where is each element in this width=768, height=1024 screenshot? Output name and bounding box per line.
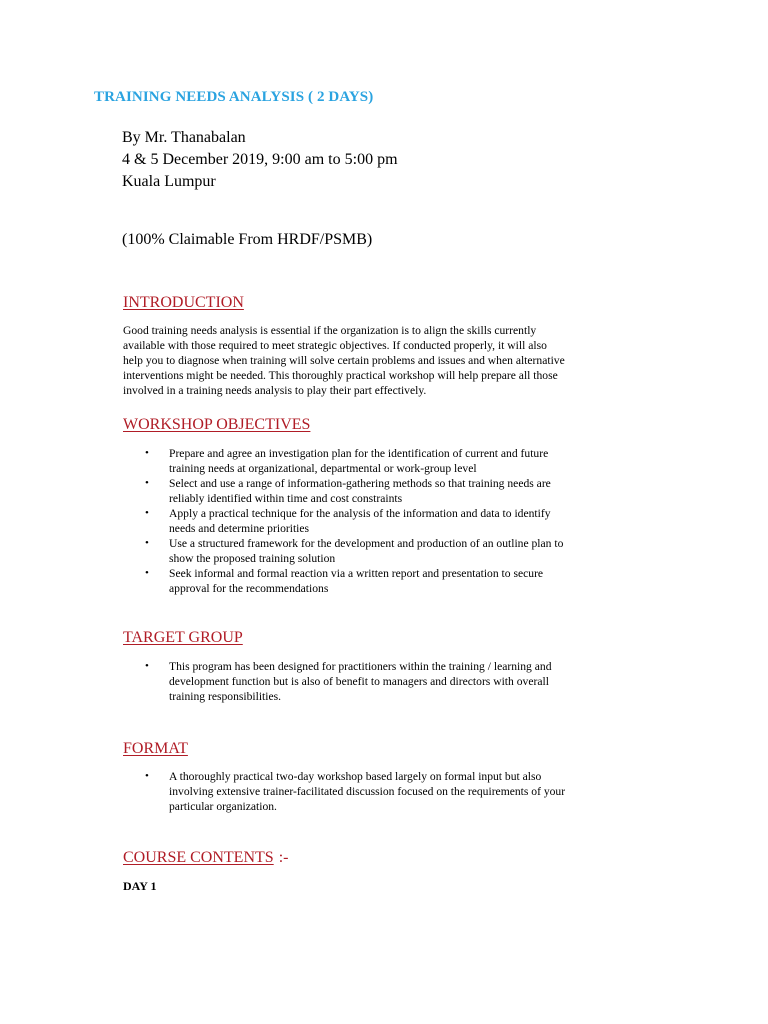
list-item-line: needs and determine priorities [169, 522, 310, 535]
objectives-list [123, 446, 643, 596]
list-item [123, 769, 643, 814]
format-heading: FORMAT [123, 740, 188, 757]
bullet-icon: • [145, 477, 149, 489]
document-title: TRAINING NEEDS ANALYSIS ( 2 DAYS) [94, 89, 374, 105]
target-group-heading: TARGET GROUP [123, 629, 243, 646]
introduction-paragraph [123, 323, 643, 398]
trainer-name: By Mr. Thanabalan [122, 129, 246, 146]
list-item-line: Apply a practical technique for the analysis of the information and data to identify [169, 507, 551, 520]
course-contents-label: COURSE CONTENTS [123, 849, 274, 866]
list-item-line: Seek informal and formal reaction via a written report and presentation to secure [169, 567, 544, 580]
list-item-line: This program has been designed for practitioners within the training / learning and [169, 660, 552, 673]
list-item-line: involving extensive trainer-facilitated discussion focused on the requirements of your [169, 785, 566, 798]
bullet-icon: • [145, 507, 149, 519]
list-item-line: training responsibilities. [169, 690, 282, 703]
list-item-line: show the proposed training solution [169, 552, 336, 565]
list-item [123, 446, 643, 476]
day-1-label: DAY 1 [123, 879, 157, 893]
list-item-line: reliably identified within time and cost constraints [169, 492, 403, 505]
list-item [123, 536, 643, 566]
list-item [123, 506, 643, 536]
bullet-icon: • [145, 660, 149, 672]
introduction-line: interventions might be needed. This thoroughly practical workshop will help prepare all those [123, 369, 558, 382]
introduction-heading: INTRODUCTION [123, 294, 244, 311]
bullet-icon: • [145, 447, 149, 459]
claimable-note: (100% Claimable From HRDF/PSMB) [122, 231, 373, 248]
list-item [123, 659, 643, 704]
bullet-icon: • [145, 770, 149, 782]
target-group-list [123, 659, 643, 704]
list-item-line: approval for the recommendations [169, 582, 329, 595]
list-item-line: development function but is also of benefit to managers and directors with overall [169, 675, 549, 688]
list-item [123, 476, 643, 506]
bullet-icon: • [145, 537, 149, 549]
list-item-line: A thoroughly practical two-day workshop based largely on formal input but also [169, 770, 542, 783]
introduction-line: Good training needs analysis is essential if the organization is to align the skills currently [123, 324, 537, 337]
event-date-time: 4 & 5 December 2019, 9:00 am to 5:00 pm [122, 151, 398, 168]
course-contents-suffix: :- [278, 849, 289, 866]
format-list [123, 769, 643, 814]
introduction-line: help you to diagnose when training will solve certain problems and issues and when alternative [123, 354, 565, 367]
workshop-objectives-heading: WORKSHOP OBJECTIVES [123, 416, 311, 433]
bullet-icon: • [145, 567, 149, 579]
list-item-line: particular organization. [169, 800, 277, 813]
introduction-line: available with those required to meet strategic objectives. If conducted properly, it will also [123, 339, 547, 352]
list-item-line: Prepare and agree an investigation plan for the identification of current and future [169, 447, 549, 460]
list-item-line: training needs at organizational, departmental or work-group level [169, 462, 477, 475]
list-item [123, 566, 643, 596]
course-contents-heading [123, 849, 288, 867]
list-item-line: Select and use a range of information-gathering methods so that training needs are [169, 477, 551, 490]
introduction-line: involved in a training needs analysis to play their part effectively. [123, 384, 427, 397]
list-item-line: Use a structured framework for the development and production of an outline plan to [169, 537, 564, 550]
event-location: Kuala Lumpur [122, 173, 216, 190]
